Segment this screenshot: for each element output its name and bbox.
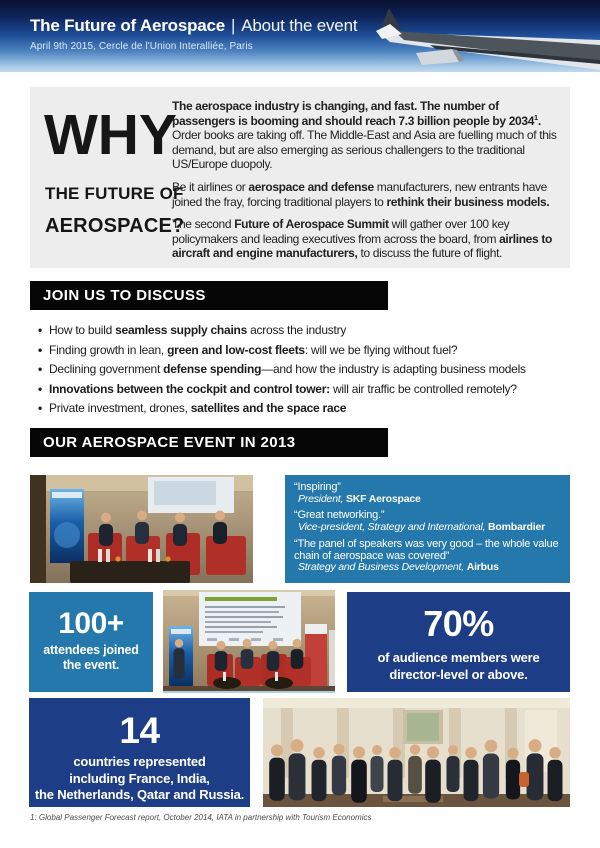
stat-attendees xyxy=(29,592,153,692)
bullet-glyph: • xyxy=(38,401,42,415)
airplane-wing-image xyxy=(360,0,600,72)
bullet-text: Finding growth in lean, green and low-cost fleets: will we be flying without fuel? xyxy=(49,342,458,357)
stat-attendees-line: the event. xyxy=(62,657,120,672)
bullet-glyph: • xyxy=(38,362,42,376)
bullet-glyph: • xyxy=(38,323,42,337)
stat-countries xyxy=(29,698,250,807)
why-paragraph: Be it airlines or aerospace and defense manufacturers, new entrants have joined the fray, forcing traditional players to rethink their business models. xyxy=(172,179,550,209)
page-title xyxy=(30,16,357,36)
bullet-item xyxy=(38,321,570,341)
stat-director-level xyxy=(347,592,570,692)
bullet-glyph: • xyxy=(38,381,42,396)
testimonial-attribution: President, SKF Aerospace xyxy=(298,492,421,505)
why-subline-2: AEROSPACE? xyxy=(45,215,185,237)
testimonial-quote: “Great networking.” xyxy=(294,509,385,522)
testimonials-box xyxy=(285,475,570,583)
why-paragraph: The second Future of Aerospace Summit will gather over 100 key policymakers and leading executives from across the board, from airlines to aircraft and engine manufacturers, to discuss the future of flight. xyxy=(172,217,552,261)
stat-director-level-line: director-level or above. xyxy=(389,667,528,682)
bullet-item xyxy=(38,380,570,400)
stat-countries-line: countries represented xyxy=(73,754,206,769)
discuss-bullet-list xyxy=(38,321,570,419)
stat-attendees-line: attendees joined xyxy=(43,643,139,657)
event-2013-section-heading: OUR AEROSPACE EVENT IN 2013 xyxy=(30,428,388,457)
title-main: The Future of Aerospace xyxy=(30,16,226,35)
stat-countries-value: 14 xyxy=(119,710,160,751)
bullet-item xyxy=(38,399,570,419)
title-about: About the event xyxy=(241,16,358,35)
footnote: 1: Global Passenger Forecast report, October 2014, IATA in partnership with Tourism Economics xyxy=(30,813,372,822)
testimonial-attribution: Vice-president, Strategy and International, Bombardier xyxy=(298,521,545,534)
testimonial-attribution: Strategy and Business Development, Airbus xyxy=(298,561,499,574)
testimonial xyxy=(294,539,560,574)
bullet-text: Innovations between the cockpit and control tower: will air traffic be controlled remotely? xyxy=(49,381,517,396)
networking-reception-photo xyxy=(263,698,570,807)
testimonial xyxy=(294,510,560,533)
title-separator: | xyxy=(231,16,236,35)
stat-countries-line: including France, India, xyxy=(69,770,210,786)
discuss-section-heading: JOIN US TO DISCUSS xyxy=(30,281,388,310)
stat-director-level-value: 70% xyxy=(423,603,494,644)
testimonial xyxy=(294,482,560,505)
testimonial-quote: “The panel of speakers was very good – the whole value chain of aerospace was covered” xyxy=(294,537,559,562)
bullet-text: Declining government defense spending—and how the industry is adapting business models xyxy=(49,362,526,376)
why-section xyxy=(30,87,570,268)
testimonial-quote: “Inspiring” xyxy=(294,481,341,493)
stat-attendees-value: 100+ xyxy=(58,607,124,640)
why-headline: WHY xyxy=(44,103,177,167)
why-body-text xyxy=(172,99,560,269)
event-date-location: April 9th 2015, Cercle de l'Union Interalliée, Paris xyxy=(30,41,253,52)
stat-countries-line: the Netherlands, Qatar and Russia. xyxy=(34,787,245,802)
panel-discussion-photo xyxy=(30,475,253,583)
header-banner xyxy=(0,0,600,72)
bullet-text: Private investment, drones, satellites and the space race xyxy=(49,401,347,415)
why-subline-1: THE FUTURE OF xyxy=(45,184,184,203)
bullet-glyph: • xyxy=(38,342,42,357)
bullet-text: How to build seamless supply chains across the industry xyxy=(49,323,347,337)
conference-stage-photo xyxy=(163,590,335,693)
why-paragraph: The aerospace industry is changing, and fast. The number of passengers is booming and should reach 7.3 billion people by 2034$^1$. Order books are taking off. The Middle-East and Asia are fuelling much of this demand, but are also emerging as serious challengers to the traditional US/Europe duopoly. xyxy=(172,99,557,172)
stat-director-level-line: of audience members were xyxy=(377,650,540,665)
bullet-item xyxy=(38,360,570,380)
bullet-item xyxy=(38,341,570,361)
